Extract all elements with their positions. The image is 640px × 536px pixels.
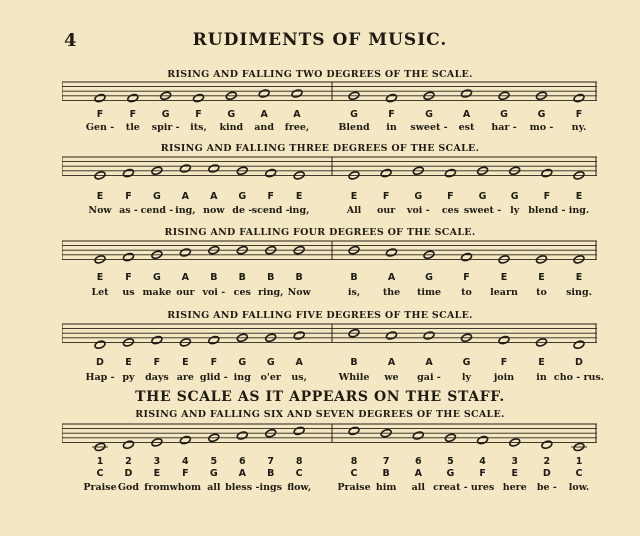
note-letter: E [500,272,508,283]
lyric-syllable: scend - [251,205,290,216]
note-letter: G [414,191,423,202]
lyric-syllable: be - [536,482,557,493]
staff [62,422,597,458]
lyric-syllable: Praise [83,482,117,493]
note-head [122,168,134,178]
exercise-title: RISING AND FALLING FOUR DEGREES OF THE SCALE. [164,227,476,238]
scale-degree-number: 7 [382,456,390,467]
lyric-syllable: all [207,482,221,493]
lyric-syllable: and [254,122,274,133]
note-letter: G [153,191,161,202]
lyric-syllable: make [142,287,172,298]
page-header: RUDIMENTS OF MUSIC. [192,30,448,50]
note-letter: A [181,272,190,283]
note-letter: A [181,191,190,202]
note-head [179,248,191,258]
lyric-syllable: Hap - [85,372,115,383]
scale-degree-number: 3 [511,456,519,467]
lyric-syllable: ing, [175,205,196,216]
note-letter: B [267,272,275,283]
note-letter: C [575,468,583,479]
note-letter: G [238,191,247,202]
note-letter: G [537,109,546,120]
lyric-syllable: voi - [406,205,430,216]
scale-degree-number: 6 [414,456,422,467]
note-head [380,168,392,178]
note-letter: G [227,109,236,120]
lyric-syllable: blend - [528,205,566,216]
staff-svg [62,422,597,458]
lyric-syllable: ing. [568,205,590,216]
note-letter: E [575,191,583,202]
lyric-syllable: Now [287,287,311,298]
lyric-syllable: us [122,287,135,298]
lyric-syllable: ring, [257,287,284,298]
lyric-syllable: as - [119,205,138,216]
scale-degree-number: 8 [350,456,358,467]
staff [62,155,597,191]
lyric-syllable: har - [491,122,517,133]
note-head [236,431,248,441]
lyric-syllable: free, [284,122,310,133]
note-letter: A [387,272,396,283]
lyric-syllable: we [384,372,399,383]
note-letter: G [446,468,455,479]
note-letter: F [125,191,132,202]
lyric-syllable-row [62,372,605,384]
lyric-syllable: ces [233,287,251,298]
lyric-syllable: mo - [529,122,554,133]
note-letter: E [96,191,104,202]
note-letter: C [96,468,104,479]
note-head [122,440,134,450]
lyric-syllable: low. [568,482,590,493]
exercise-title: RISING AND FALLING TWO DEGREES OF THE SCALE. [167,69,473,80]
lyric-syllable: are [176,372,194,383]
note-letter: F [500,357,508,368]
note-head [291,89,303,99]
note-letter: B [350,357,358,368]
scale-degree-number: 3 [153,456,161,467]
lyric-syllable: All [346,205,362,216]
exercise-title: RISING AND FALLING THREE DEGREES OF THE SCALE. [160,143,480,154]
note-letter: E [125,357,132,368]
lyric-syllable: Blend [338,122,370,133]
note-head [386,93,398,103]
note-letter: G [161,109,170,120]
lyric-syllable: spir - [151,122,180,133]
lyric-syllable: join [493,372,515,383]
note-head [348,426,360,436]
lyric-syllable: creat - [433,482,468,493]
note-head [208,164,220,174]
note-letter: F [267,191,274,202]
note-head [179,164,191,174]
lyric-syllable: learn [490,287,518,298]
note-head [573,340,585,350]
lyric-syllable: est [458,122,475,133]
lyric-syllable: days [145,372,169,383]
note-letter-row [62,109,597,121]
note-letter: G [153,272,161,283]
lyric-syllable: ing, [288,205,310,216]
note-letter: F [575,109,583,120]
note-letter: F [210,357,218,368]
scale-title: THE SCALE AS IT APPEARS ON THE STAFF. [135,389,505,405]
note-letter: A [462,109,471,120]
lyric-syllable: here [502,482,527,493]
note-letter: F [543,191,551,202]
scale-degree-number: 5 [210,456,218,467]
scale-degree-number: 4 [479,456,486,467]
exercise-title: RISING AND FALLING SIX AND SEVEN DEGREES OF THE SCALE. [135,409,505,420]
note-letter: A [293,109,301,120]
note-letter: D [124,468,133,479]
lyric-syllable: ings [259,482,282,493]
lyric-syllable: py [122,372,135,383]
note-letter: F [96,109,104,120]
lyric-syllable-row [62,122,597,134]
exercise-title: RISING AND FALLING FIVE DEGREES OF THE SCALE. [167,310,473,321]
note-head [94,340,106,350]
scale-degree-number: 1 [575,456,583,467]
lyric-syllable: him [375,482,397,493]
note-letter: B [382,468,390,479]
lyric-syllable: its, [190,122,207,133]
staff-svg [62,322,597,358]
note-letter: G [350,109,358,120]
lyric-syllable: to [536,287,547,298]
lyric-syllable: ly [510,205,520,216]
note-letter: A [425,357,433,368]
note-letter: G [462,357,471,368]
lyric-syllable: the [382,287,401,298]
note-head [444,168,456,178]
lyric-syllable: flow, [287,482,312,493]
note-head [127,93,139,103]
lyric-syllable: ing [233,372,251,383]
note-letter-row [62,357,597,369]
note-head [423,331,435,341]
note-letter: B [350,272,358,283]
note-letter: C [350,468,358,479]
lyric-syllable: Let [91,287,109,298]
note-head [477,435,489,445]
page-number: 4 [64,30,77,51]
lyric-syllable: is, [347,287,361,298]
lyric-syllable: God [117,482,139,493]
note-letter: G [266,357,275,368]
lyric-syllable: our [377,205,396,216]
note-head [94,93,106,103]
lyric-syllable: sweet - [463,205,502,216]
note-letter: B [267,468,275,479]
lyric-syllable: in [536,372,547,383]
lyric-syllable: o'er [260,372,281,383]
lyric-syllable: glid - [199,372,228,383]
note-head [461,252,473,262]
note-letter: A [210,191,218,202]
lyric-syllable: whom [169,482,202,493]
note-head [573,93,585,103]
lyric-syllable: ces [441,205,460,216]
lyric-syllable: While [338,372,370,383]
scale-degree-number: 1 [96,456,104,467]
note-letter: F [195,109,202,120]
lyric-syllable: sweet - [410,122,448,133]
note-letter: D [96,357,104,368]
lyric-syllable: bless - [225,482,260,493]
note-letter: D [575,357,583,368]
note-letter: A [387,357,396,368]
staff [62,239,597,275]
lyric-syllable: time [416,287,442,298]
lyric-syllable: in [386,122,397,133]
note-letter: E [153,468,161,479]
note-letter: B [295,272,303,283]
lyric-syllable: gai - [417,372,441,383]
note-letter: G [510,191,519,202]
note-letter: F [129,109,137,120]
note-head [265,168,277,178]
note-letter: G [238,357,247,368]
note-head [179,435,191,445]
scale-degree-number: 5 [447,456,454,467]
note-letter: A [238,468,246,479]
lyric-syllable: cho - rus. [553,372,605,383]
lyric-syllable: our [176,287,195,298]
note-letter: F [125,272,132,283]
scale-degree-number-row [62,456,597,468]
note-head [193,93,205,103]
note-letter: C [295,468,303,479]
note-head [461,89,473,99]
staff-svg [62,155,597,191]
note-letter: F [153,357,161,368]
note-head [151,335,163,345]
lyric-syllable: voi - [202,287,226,298]
lyric-syllable: from [144,482,170,493]
lyric-syllable: tle [125,122,140,133]
scale-degree-number: 4 [182,456,189,467]
note-head [541,440,553,450]
lyric-syllable: us, [291,372,307,383]
lyric-syllable: Praise [337,482,371,493]
note-letter-row [62,191,597,203]
lyric-syllable: ly [461,372,472,383]
note-head [386,248,398,258]
lyric-syllable: de - [232,205,253,216]
note-letter: F [447,191,454,202]
lyric-syllable: to [461,287,472,298]
note-letter: E [295,191,303,202]
note-letter: E [350,191,358,202]
note-letter: D [542,468,551,479]
lyric-syllable: ures [470,482,495,493]
note-letter: A [260,109,268,120]
note-head [208,335,220,345]
lyric-syllable-row [62,205,597,217]
staff [62,322,597,358]
note-letter: F [388,109,395,120]
note-head [412,431,424,441]
lyric-syllable: ny. [571,122,587,133]
note-letter: E [96,272,104,283]
note-letter: E [511,468,518,479]
scale-degree-number: 2 [125,456,132,467]
note-letter: F [479,468,486,479]
note-letter-row [62,468,597,480]
note-letter: G [425,109,433,120]
note-letter: B [210,272,218,283]
note-letter: F [182,468,189,479]
note-head [293,331,305,341]
scale-degree-number: 6 [238,456,246,467]
note-head [122,252,134,262]
scale-degree-number: 2 [543,456,551,467]
lyric-syllable: all [411,482,425,493]
note-letter: B [238,272,246,283]
lyric-syllable: cend - [140,205,174,216]
note-letter: G [478,191,487,202]
staff-svg [62,239,597,275]
note-letter: A [414,468,422,479]
lyric-syllable: now [203,205,225,216]
note-letter: E [538,357,545,368]
note-letter: F [463,272,470,283]
note-head [386,331,398,341]
lyric-syllable-row [62,287,597,299]
lyric-syllable: Now [88,205,112,216]
note-head [293,426,305,436]
note-head [498,335,510,345]
note-head [541,168,553,178]
scale-degree-number: 7 [267,456,275,467]
lyric-syllable: Gen - [85,122,115,133]
lyric-syllable: kind [219,122,244,133]
note-letter: E [182,357,189,368]
scale-degree-number: 8 [295,456,303,467]
note-letter: E [538,272,545,283]
note-letter: A [295,357,303,368]
note-letter-row [62,272,597,284]
note-letter: F [382,191,390,202]
note-letter: G [425,272,433,283]
note-letter: G [500,109,508,120]
lyric-syllable-row [62,482,597,494]
lyric-syllable: sing. [566,287,592,298]
note-letter: E [575,272,583,283]
note-letter: G [209,468,218,479]
note-head [258,89,270,99]
